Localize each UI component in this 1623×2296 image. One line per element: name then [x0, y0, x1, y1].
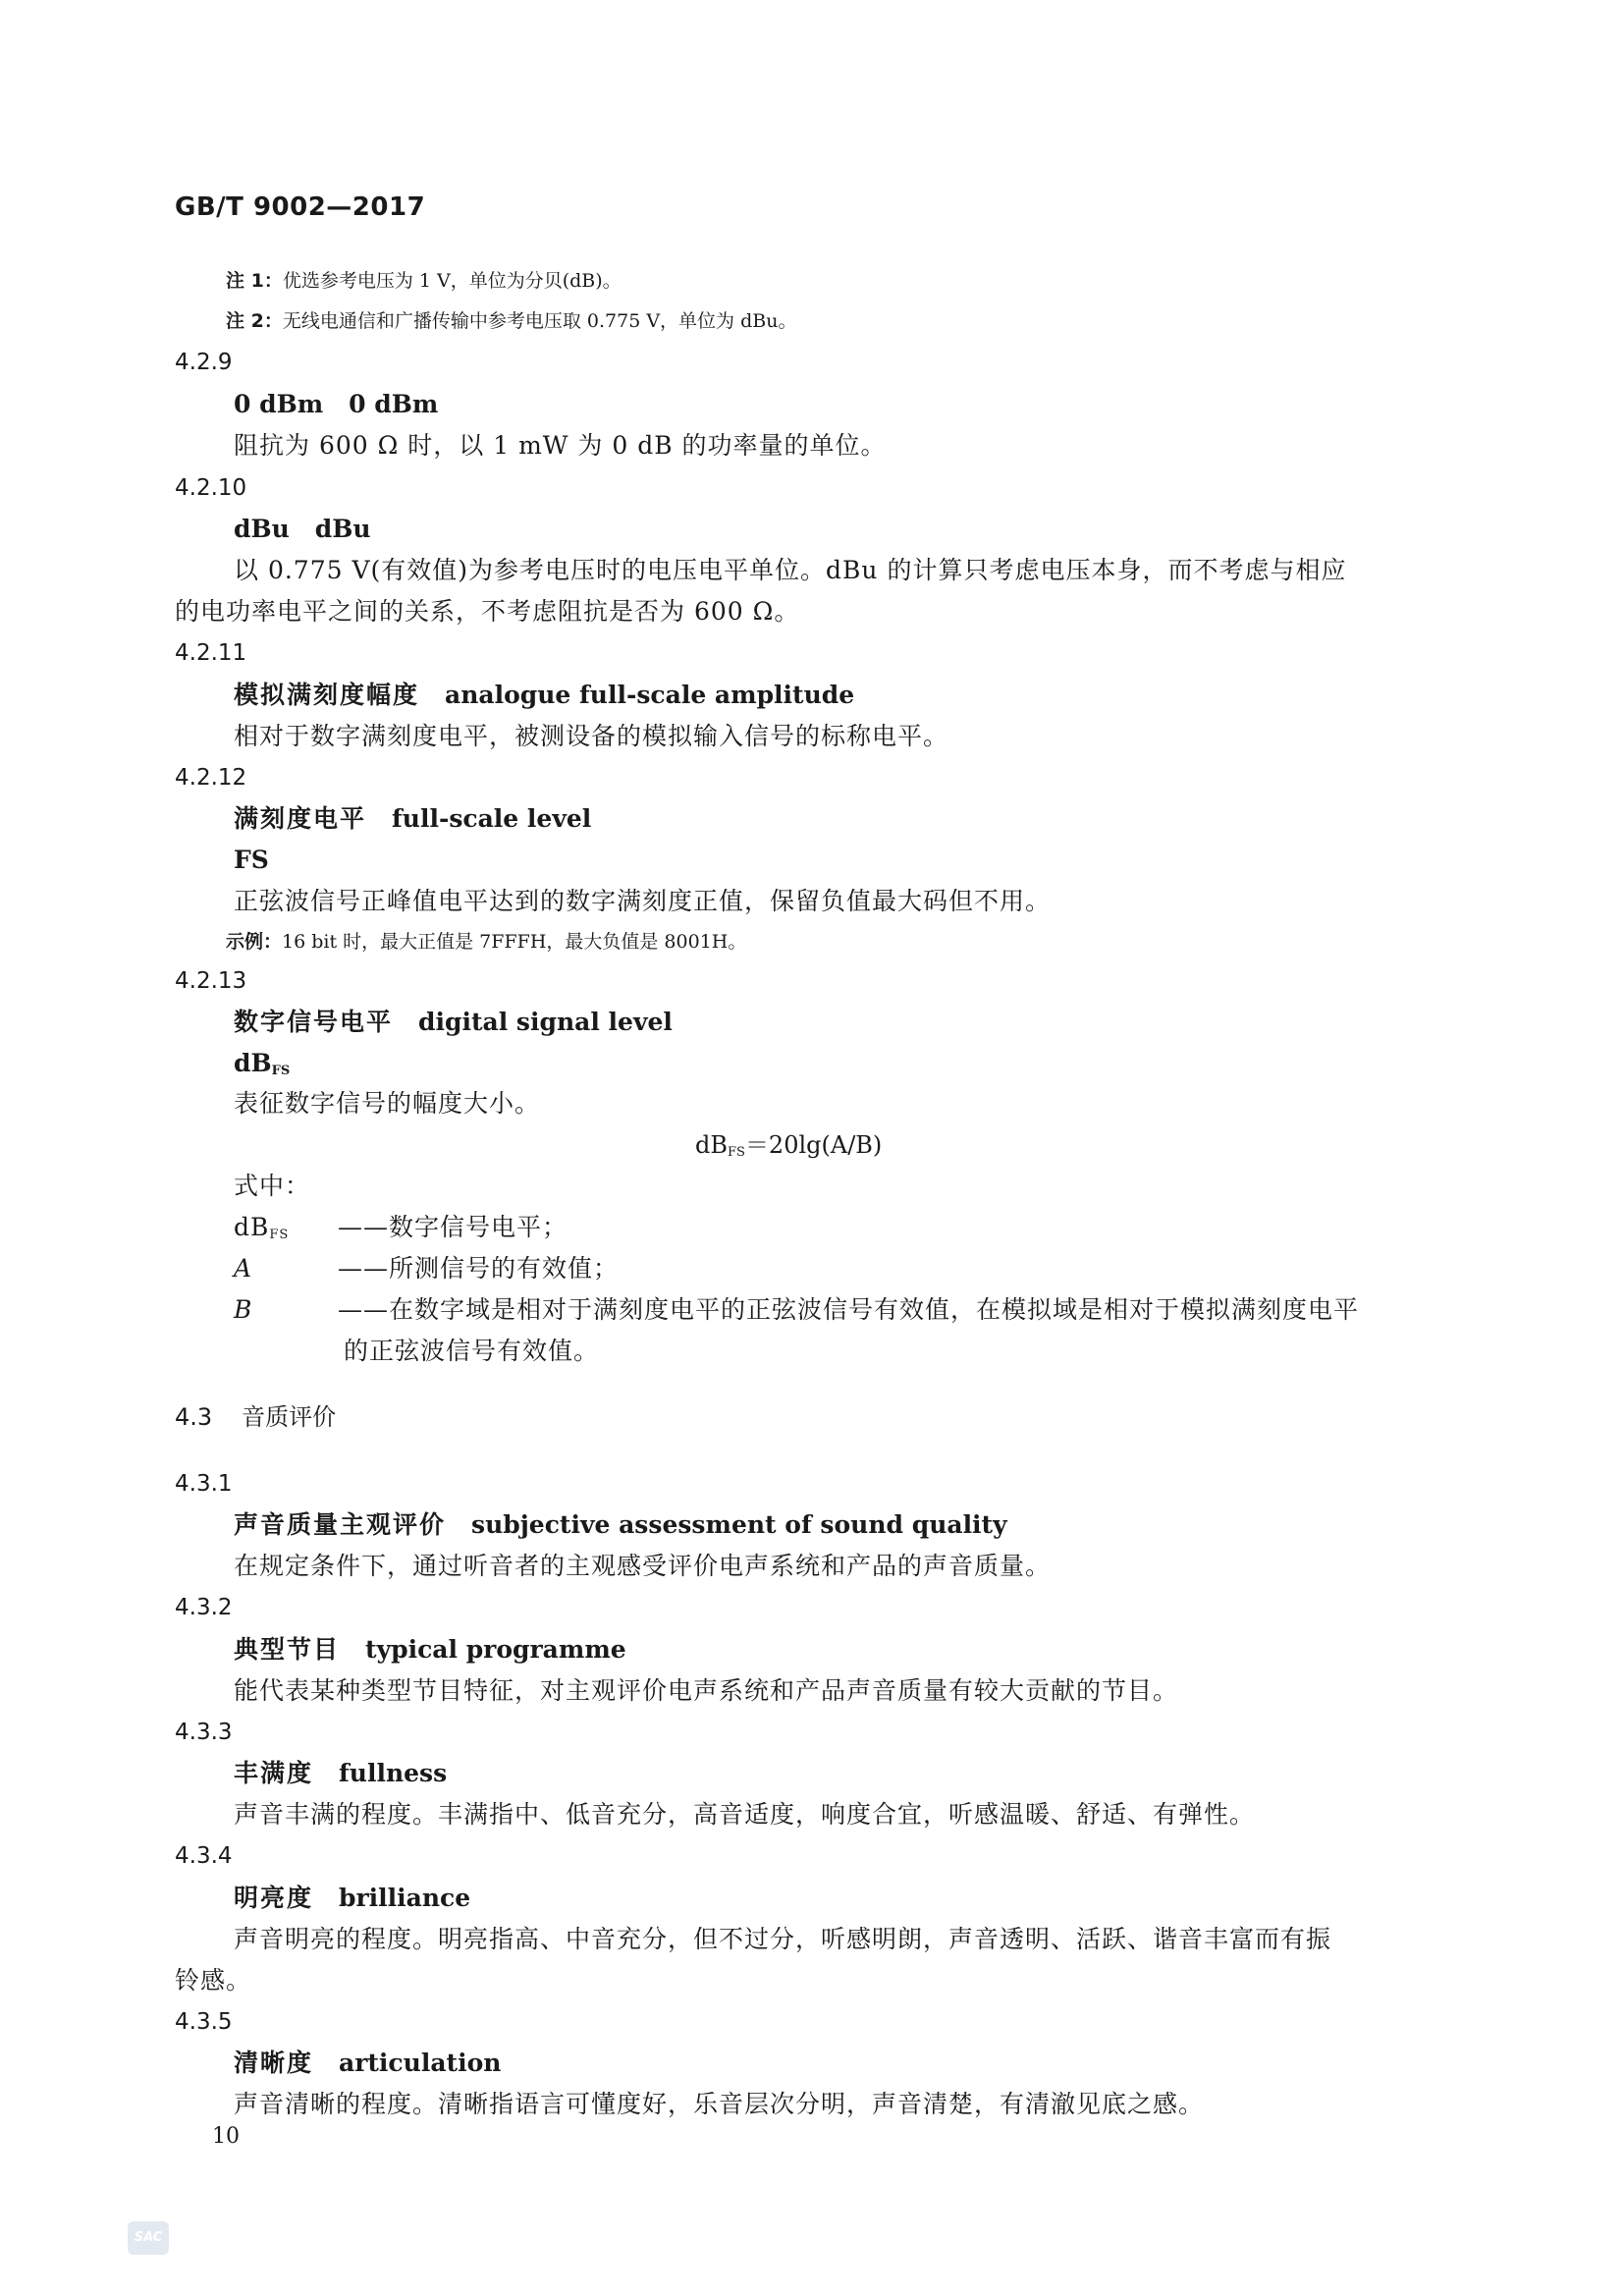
note-2: 注 2：无线电通信和广播传输中参考电压取 0.775 V，单位为 dBu。 — [226, 310, 797, 332]
clause-number: 4.2.12 — [175, 765, 247, 791]
term-definition: 声音丰满的程度。丰满指中、低音充分，高音适度，响度合宜，听感温暖、舒适、有弹性。 — [234, 1800, 1256, 1829]
term-definition: 阻抗为 600 Ω 时，以 1 mW 为 0 dB 的功率量的单位。 — [234, 431, 887, 460]
term-heading: 数字信号电平 digital signal level — [234, 1008, 673, 1036]
clause-number: 4.3.2 — [175, 1595, 233, 1620]
variable-row: B ——在数字域是相对于满刻度电平的正弦波信号有效值，在模拟域是相对于模拟满刻度电平 — [234, 1295, 1360, 1324]
clause-number: 4.2.9 — [175, 350, 233, 375]
standard-code-header: GB/T 9002—2017 — [175, 192, 426, 222]
term-symbol: FS — [234, 846, 269, 874]
clause-number: 4.3.4 — [175, 1843, 233, 1869]
variable-row: $dB_{FS}$ ——数字信号电平； — [234, 1213, 568, 1242]
example-note: 示例：16 bit 时，最大正值是 7FFFH，最大负值是 8001H。 — [226, 931, 747, 953]
term-definition: 表征数字信号的幅度大小。 — [234, 1089, 541, 1118]
term-definition: 声音明亮的程度。明亮指高、中音充分，但不过分，听感明朗，声音透明、活跃、谐音丰富而有振 — [234, 1925, 1332, 1953]
term-heading: 明亮度 brilliance — [234, 1884, 471, 1912]
term-heading: 0 dBm 0 dBm — [234, 390, 439, 418]
term-heading: 声音质量主观评价 subjective assessment of sound quality — [234, 1510, 1007, 1539]
term-heading: 清晰度 articulation — [234, 2049, 502, 2077]
term-definition-cont: 的电功率电平之间的关系，不考虑阻抗是否为 600 Ω。 — [175, 597, 800, 626]
term-heading: 满刻度电平 full-scale level — [234, 804, 592, 833]
section-heading: 4.3 音质评价 — [175, 1403, 337, 1431]
clause-number: 4.2.13 — [175, 968, 247, 994]
clause-number: 4.3.3 — [175, 1720, 233, 1745]
variable-row: A ——所测信号的有效值； — [234, 1254, 620, 1283]
page-number: 10 — [212, 2124, 240, 2149]
term-definition: 正弦波信号正峰值电平达到的数字满刻度正值，保留负值最大码但不用。 — [234, 887, 1052, 915]
formula: $dB_{FS}=20\lg(A/B)$ — [695, 1131, 883, 1160]
term-heading: 典型节目 typical programme — [234, 1635, 626, 1664]
sac-watermark-logo: SAC — [128, 2221, 169, 2255]
term-heading: dBu dBu — [234, 515, 371, 543]
term-definition: 在规定条件下，通过听音者的主观感受评价电声系统和产品的声音质量。 — [234, 1552, 1052, 1580]
term-definition: 声音清晰的程度。清晰指语言可懂度好，乐音层次分明，声音清楚，有清澈见底之感。 — [234, 2090, 1205, 2118]
term-definition: 以 0.775 V(有效值)为参考电压时的电压电平单位。dBu 的计算只考虑电压本身，而不考虑与相应 — [234, 556, 1347, 584]
term-symbol: $dB_{FS}$ — [234, 1049, 291, 1078]
clause-number: 4.3.5 — [175, 2009, 233, 2035]
clause-number: 4.3.1 — [175, 1471, 233, 1497]
note-1: 注 1：优选参考电压为 1 V，单位为分贝(dB)。 — [226, 270, 622, 292]
variable-row-cont: 的正弦波信号有效值。 — [344, 1337, 600, 1365]
term-definition: 相对于数字满刻度电平，被测设备的模拟输入信号的标称电平。 — [234, 722, 949, 750]
term-definition-cont: 铃感。 — [175, 1966, 252, 1995]
clause-number: 4.2.11 — [175, 640, 247, 666]
term-definition: 能代表某种类型节目特征，对主观评价电声系统和产品声音质量有较大贡献的节目。 — [234, 1676, 1179, 1705]
term-heading: 丰满度 fullness — [234, 1759, 448, 1787]
where-label: 式中： — [234, 1172, 311, 1200]
clause-number: 4.2.10 — [175, 475, 247, 501]
term-heading: 模拟满刻度幅度 analogue full-scale amplitude — [234, 681, 855, 709]
